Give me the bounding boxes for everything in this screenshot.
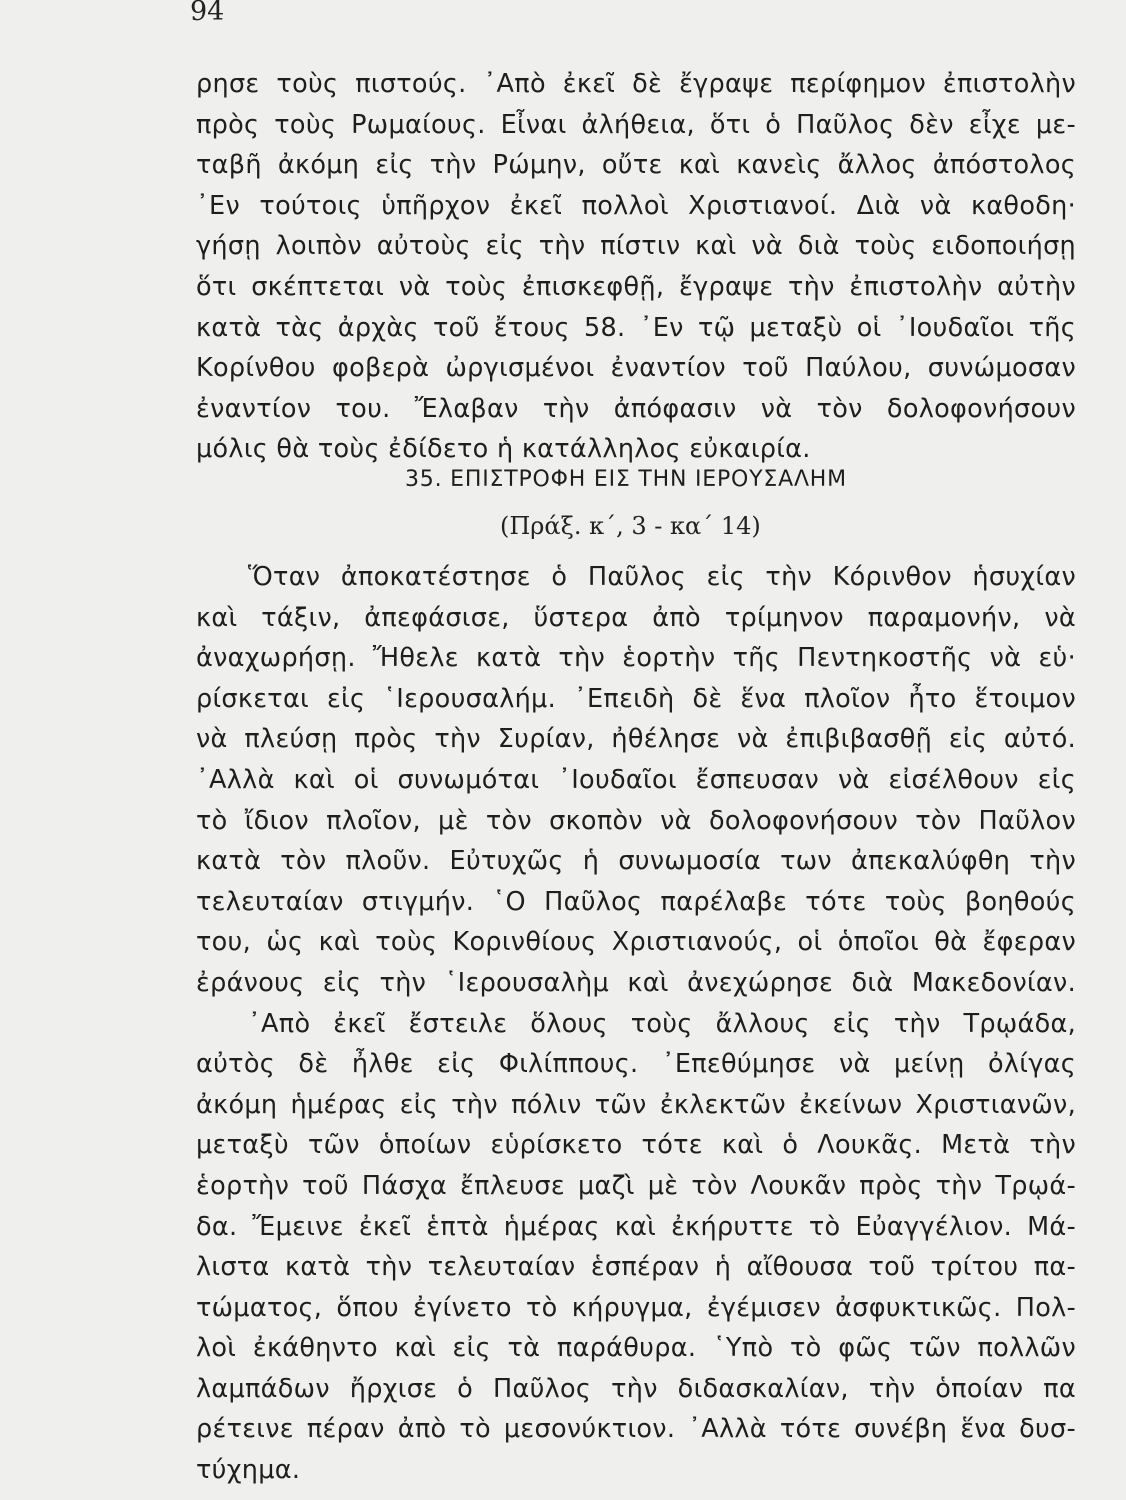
text-line: δα. Ἔμεινε ἐκεῖ ἑπτὰ ἡμέρας καὶ ἐκήρυττε τὸ Εὐαγγέλιον. Μά- xyxy=(196,1211,1076,1242)
text-line: γήσῃ λοιπὸν αὐτοὺς εἰς τὴν πίστιν καὶ νὰ διὰ τοὺς ειδοποιήσῃ xyxy=(196,231,1076,262)
text-line: ἐναντίον του. Ἔλαβαν τὴν ἀπόφασιν νὰ τὸν δολοφονήσουν xyxy=(196,393,1076,424)
section-body xyxy=(196,557,1076,1491)
text-line: ᾿Εν τούτοις ὑπῆρχον ἐκεῖ πολλοὶ Χριστιανοί. Διὰ νὰ καθοδη· xyxy=(196,190,1076,221)
text-line: ᾿Απὸ ἐκεῖ ἔστειλε ὅλους τοὺς ἄλλους εἰς τὴν Τρῳάδα, xyxy=(248,1008,1076,1039)
text-line: πρὸς τοὺς Ρωμαίους. Εἶναι ἀλήθεια, ὅτι ὁ Παῦλος δὲν εἶχε με- xyxy=(196,109,1076,140)
text-line: ρέτεινε πέραν ἀπὸ τὸ μεσονύκτιον. ᾿Αλλὰ τότε συνέβη ἕνα δυσ- xyxy=(196,1414,1076,1445)
section-reference: (Πράξ. κ΄, 3 - κα΄ 14) xyxy=(500,512,761,540)
text-line: ρησε τοὺς πιστούς. ᾿Απὸ ἐκεῖ δὲ ἔγραψε περίφημον ἐπιστολὴν xyxy=(196,69,1076,99)
text-line: τὸ ἴδιον πλοῖον, μὲ τὸν σκοπὸν νὰ δολοφονήσουν τὸν Παῦλον xyxy=(196,805,1076,836)
text-line: λαμπάδων ἤρχισε ὁ Παῦλος τὴν διδασκαλίαν, τὴν ὁποίαν πα xyxy=(196,1373,1076,1404)
text-line: μόλις θὰ τοὺς ἐδίδετο ἡ κατάλληλος εὐκαιρία. xyxy=(196,434,811,465)
text-line: λιστα κατὰ τὴν τελευταίαν ἑσπέραν ἡ αἴθουσα τοῦ τρίτου πα- xyxy=(196,1252,1076,1283)
text-line: ἀκόμη ἡμέρας εἰς τὴν πόλιν τῶν ἐκλεκτῶν ἐκείνων Χριστιανῶν, xyxy=(196,1089,1076,1120)
text-line: αὐτὸς δὲ ἦλθε εἰς Φιλίππους. ᾿Επεθύμησε νὰ μείνῃ ὀλίγας xyxy=(196,1049,1076,1080)
text-line: μεταξὺ τῶν ὁποίων εὑρίσκετο τότε καὶ ὁ Λουκᾶς. Μετὰ τὴν xyxy=(196,1130,1076,1161)
page-number: 94 xyxy=(190,0,225,27)
section-heading: 35. ΕΠΙΣΤΡΟΦΗ ΕΙΣ ΤΗΝ ΙΕΡΟΥΣΑΛΗΜ xyxy=(405,467,847,492)
text-line: τύχημα. xyxy=(196,1455,301,1486)
text-line: ἑορτὴν τοῦ Πάσχα ἔπλευσε μαζὶ μὲ τὸν Λουκᾶν πρὸς τὴν Τρῳά- xyxy=(196,1170,1076,1201)
text-line: ταβῆ ἀκόμη εἰς τὴν Ρώμην, οὔτε καὶ κανεὶς ἄλλος ἀπόστολος xyxy=(196,150,1076,181)
text-line: ᾿Αλλὰ καὶ οἱ συνωμόται ᾿Ιουδαῖοι ἔσπευσαν νὰ εἰσέλθουν εἰς xyxy=(196,764,1076,795)
text-line: Ὅταν ἀποκατέστησε ὁ Παῦλος εἰς τὴν Κόρινθον ἡσυχίαν xyxy=(248,562,1076,592)
text-line: νὰ πλεύσῃ πρὸς τὴν Συρίαν, ἠθέλησε νὰ ἐπιβιβασθῇ εἰς αὐτό. xyxy=(196,724,1076,755)
text-line: του, ὡς καὶ τοὺς Κορινθίους Χριστιανούς, οἱ ὁποῖοι θὰ ἔφεραν xyxy=(196,927,1076,958)
text-line: κατὰ τὰς ἀρχὰς τοῦ ἔτους 58. ᾿Εν τῷ μεταξὺ οἱ ᾿Ιουδαῖοι τῆς xyxy=(196,312,1076,343)
text-line: Κορίνθου φοβερὰ ὠργισμένοι ἐναντίον τοῦ Παύλου, συνώμοσαν xyxy=(196,353,1076,384)
text-line: τώματος, ὅπου ἐγίνετο τὸ κήρυγμα, ἐγέμισεν ἀσφυκτικῶς. Πολ- xyxy=(196,1292,1076,1323)
text-line: ὅτι σκέπτεται νὰ τοὺς ἐπισκεφθῇ, ἔγραψε τὴν ἐπιστολὴν αὐτὴν xyxy=(196,271,1076,302)
text-line: κατὰ τὸν πλοῦν. Εὐτυχῶς ἡ συνωμοσία των ἀπεκαλύφθη τὴν xyxy=(196,846,1076,877)
text-line: λοὶ ἐκάθηντο καὶ εἰς τὰ παράθυρα. ῾Υπὸ τὸ φῶς τῶν πολλῶν xyxy=(196,1333,1076,1364)
text-line: καὶ τάξιν, ἀπεφάσισε, ὕστερα ἀπὸ τρίμηνον παραμονήν, νὰ xyxy=(196,602,1076,633)
text-line: ἀναχωρήσῃ. Ἤθελε κατὰ τὴν ἑορτὴν τῆς Πεντηκοστῆς νὰ εὑ· xyxy=(196,643,1076,674)
text-line: ρίσκεται εἰς ῾Ιερουσαλήμ. ᾿Επειδὴ δὲ ἕνα πλοῖον ἦτο ἕτοιμον xyxy=(196,683,1076,714)
text-line: ἐράνους εἰς τὴν ῾Ιερουσαλὴμ καὶ ἀνεχώρησε διὰ Μακεδονίαν. xyxy=(196,967,1076,998)
text-line: τελευταίαν στιγμήν. ῾Ο Παῦλος παρέλαβε τότε τοὺς βοηθούς xyxy=(196,886,1076,917)
paragraph-continuation xyxy=(196,64,1076,470)
